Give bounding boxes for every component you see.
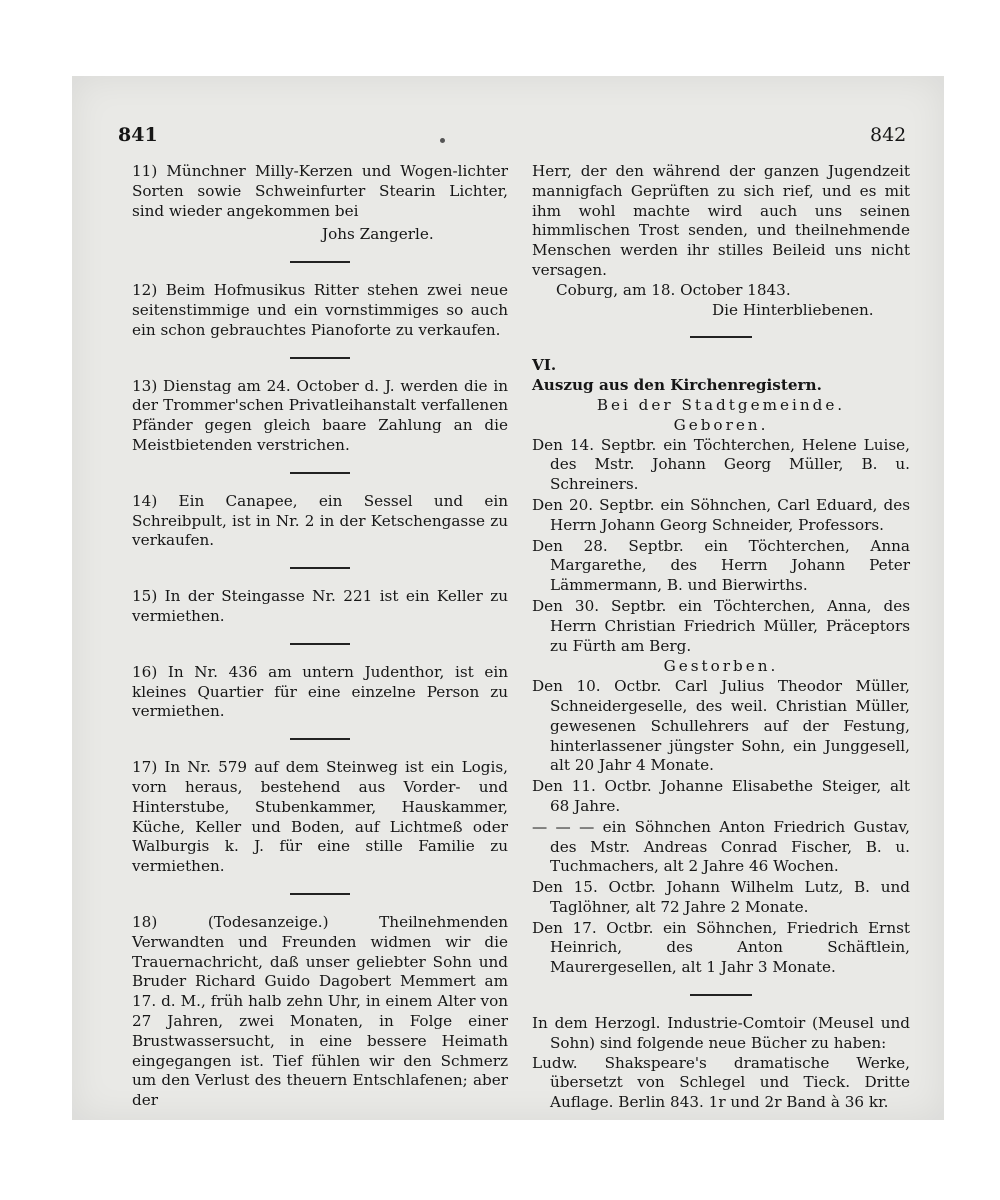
section-number: VI. <box>532 356 557 375</box>
advert-14: 14) Ein Canapee, ein Sessel und ein Schreibpult, ist in Nr. 2 in der Ketschengasse zu verkaufen. <box>132 491 508 550</box>
birth-entry: Den 28. Septbr. ein Töchterchen, Anna Margarethe, des Herrn Johann Peter Lämmermann, B. und Bierwirths. <box>532 536 910 595</box>
advert-13: 13) Dienstag am 24. October d. J. werden die in der Trommer'schen Privatleihanstalt verfallenen Pfänder gegen gleich baare Zahlung an die Meistbietenden verstrichen. <box>132 376 508 454</box>
birth-entry: Den 30. Septbr. ein Töchterchen, Anna, des Herrn Christian Friedrich Müller, Präceptors zu Fürth am Berg. <box>532 596 910 655</box>
divider <box>290 567 350 569</box>
left-page-number: 841 <box>118 124 158 146</box>
advert-18-death-notice: 18) (Todesanzeige.) Theilnehmenden Verwandten und Freunden widmen wir die Trauernachricht, daß unser geliebter Sohn und Bruder Richard Guido Dagobert Memmert am 17. d. M., früh halb zehn Uhr, in einem Alter von 27 Jahren, zwei Monaten, in Folge einer Brustwassersucht, in eine bessere Heimath eingegangen ist. Tief fühlen wir den Schmerz um den Verlust des theuern Entschlafenen; aber der <box>132 912 508 1110</box>
divider <box>690 994 752 996</box>
divider <box>290 893 350 895</box>
right-column <box>532 162 910 1113</box>
right-page-number: 842 <box>870 124 907 146</box>
book-entry: Ludw. Shakspeare's dramatische Werke, übersetzt von Schlegel und Tieck. Dritte Auflage. Berlin 843. 1r und 2r Band à 36 kr. <box>532 1053 910 1112</box>
death-entry: Den 11. Octbr. Johanne Elisabethe Steiger, alt 68 Jahre. <box>532 777 910 815</box>
divider <box>290 738 350 740</box>
advert-16: 16) In Nr. 436 am untern Judenthor, ist ein kleines Quartier für eine einzelne Person zu vermiethen. <box>132 662 508 721</box>
divider <box>290 261 350 263</box>
ink-dot <box>440 138 445 143</box>
divider <box>290 357 350 359</box>
advert-11-signature: Johs Zangerle. <box>322 225 434 244</box>
birth-entry: Den 14. Septbr. ein Töchterchen, Helene Luise, des Mstr. Johann Georg Müller, B. u. Schreiners. <box>532 435 910 494</box>
place-date: Coburg, am 18. October 1843. <box>556 280 791 299</box>
divider <box>290 472 350 474</box>
divider <box>290 643 350 645</box>
advert-17: 17) In Nr. 579 auf dem Steinweg ist ein Logis, vorn heraus, bestehend aus Vorder- und Hinterstube, Stubenkammer, Hauskammer, Küche, Keller und Boden, auf Lichtmeß oder Walburgis k. J. für eine stille Familie zu vermiethen. <box>132 758 508 876</box>
born-heading: Geboren. <box>673 415 769 434</box>
left-column <box>132 162 508 1115</box>
death-entry: Den 15. Octbr. Johann Wilhelm Lutz, B. und Taglöhner, alt 72 Jahre 2 Monate. <box>532 878 910 916</box>
death-entry: Den 10. Octbr. Carl Julius Theodor Müller, Schneidergeselle, des weil. Christian Müller, gewesenen Schullehrers auf der Festung, hinterlassener jüngster Sohn, ein Junggesell, alt 20 Jahr 4 Monate. <box>532 677 910 775</box>
death-notice-continuation: Herr, der den während der ganzen Jugendzeit mannigfach Geprüften zu sich rief, und es mit ihm wohl machte wird auch uns seinen himmlischen Trost senden, und theilnehmende Menschen werden ihr stilles Beileid uns nicht versagen. <box>532 162 910 279</box>
advert-12: 12) Beim Hofmusikus Ritter stehen zwei neue seitenstimmige und ein vornstimmiges so auch ein schon gebrauchtes Pianoforte zu verkaufen. <box>132 281 508 339</box>
advert-11: 11) Münchner Milly-Kerzen und Wogen-lichter Sorten sowie Schweinfurter Stearin Lichter, sind wieder angekommen bei <box>132 162 508 220</box>
notice-signature: Die Hinterbliebenen. <box>712 300 874 319</box>
parish-heading: Bei der Stadtgemeinde. <box>596 395 846 414</box>
death-entry: — — — ein Söhnchen Anton Friedrich Gustav, des Mstr. Andreas Conrad Fischer, B. u. Tuchmachers, alt 2 Jahre 46 Wochen. <box>532 817 910 876</box>
died-heading: Gestorben. <box>663 657 779 676</box>
advert-15: 15) In der Steingasse Nr. 221 ist ein Keller zu vermiethen. <box>132 587 508 625</box>
divider <box>690 336 752 338</box>
books-announcement: In dem Herzogl. Industrie-Comtoir (Meusel und Sohn) sind folgende neue Bücher zu haben: <box>532 1014 910 1052</box>
death-entry: Den 17. Octbr. ein Söhnchen, Friedrich Ernst Heinrich, des Anton Schäftlein, Maurergesellen, alt 1 Jahr 3 Monate. <box>532 918 910 977</box>
section-title: Auszug aus den Kirchenregistern. <box>532 376 822 395</box>
birth-entry: Den 20. Septbr. ein Söhnchen, Carl Eduard, des Herrn Johann Georg Schneider, Professors. <box>532 495 910 534</box>
